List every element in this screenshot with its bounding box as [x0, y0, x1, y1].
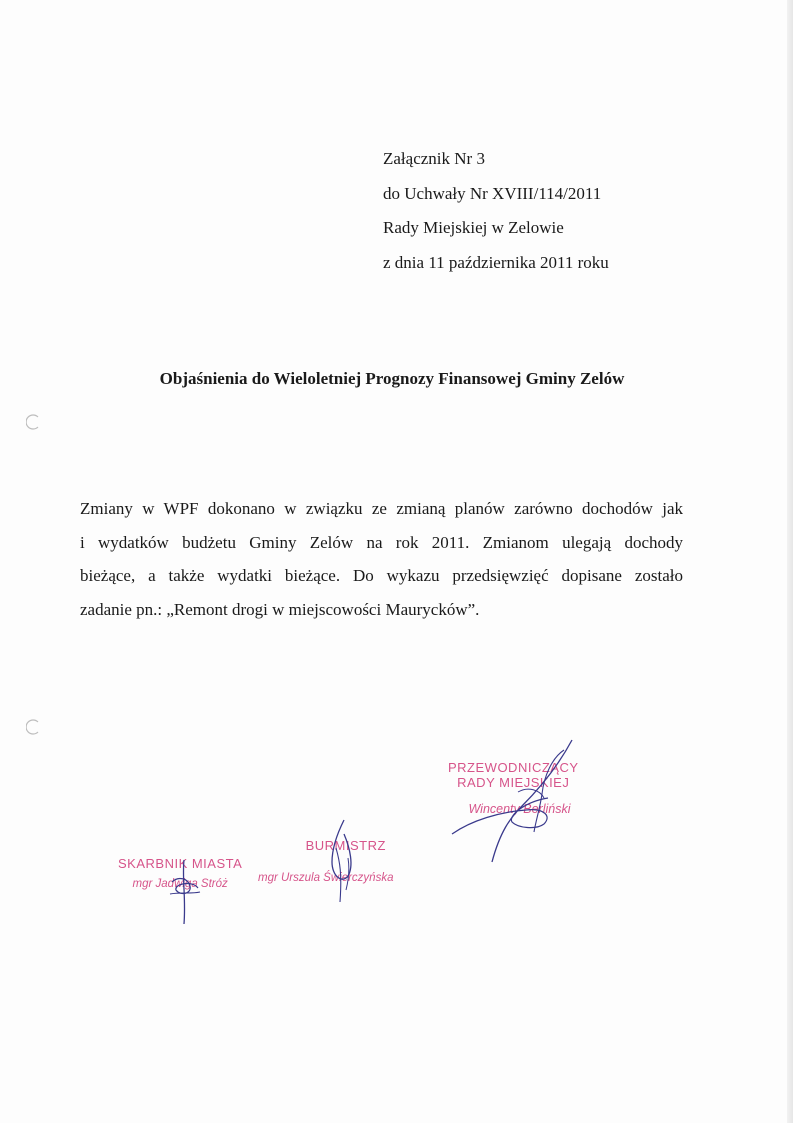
attachment-number: Załącznik Nr 3 — [383, 149, 485, 168]
resolution-number: do Uchwały Nr XVIII/114/2011 — [383, 183, 602, 203]
punch-hole-bottom — [26, 719, 42, 735]
treasurer-stamp — [118, 856, 242, 890]
council-chair-role-line1: PRZEWODNICZĄCY — [448, 760, 579, 775]
attachment-header — [383, 142, 609, 280]
document-title: Objaśnienia do Wieloletniej Prognozy Finansowej Gminy Zelów — [159, 369, 625, 388]
council-name: Rady Miejskiej w Zelowie — [383, 218, 564, 237]
body-line: Zmiany w WPF dokonano w związku ze zmianą planów zarówno dochodów jak — [80, 499, 683, 518]
page-edge-shadow — [787, 0, 793, 1123]
treasurer-stamp-role: SKARBNIK MIASTA — [118, 856, 243, 871]
mayor-stamp-role: BURMISTRZ — [305, 838, 386, 853]
council-chair-stamp — [448, 760, 579, 816]
council-chair-role-line2: RADY MIEJSKIEJ — [457, 775, 570, 790]
body-line: bieżące, a także wydatki bieżące. Do wykazu przedsięwzięć dopisane zostało — [80, 566, 683, 585]
punch-hole-top — [26, 414, 42, 430]
treasurer-stamp-name: mgr Jadwiga Stróż — [132, 878, 228, 890]
mayor-stamp-name: mgr Urszula Świerczyńska — [258, 872, 394, 884]
body-line: zadanie pn.: „Remont drogi w miejscowości Maurycków”. — [80, 599, 480, 619]
mayor-stamp — [258, 838, 393, 884]
resolution-date: z dnia 11 października 2011 roku — [383, 252, 609, 272]
body-paragraph — [80, 492, 683, 626]
body-line: i wydatków budżetu Gminy Zelów na rok 2011. Zmianom ulegają dochody — [80, 532, 683, 552]
council-chair-name: Wincenty Berliński — [468, 802, 571, 816]
